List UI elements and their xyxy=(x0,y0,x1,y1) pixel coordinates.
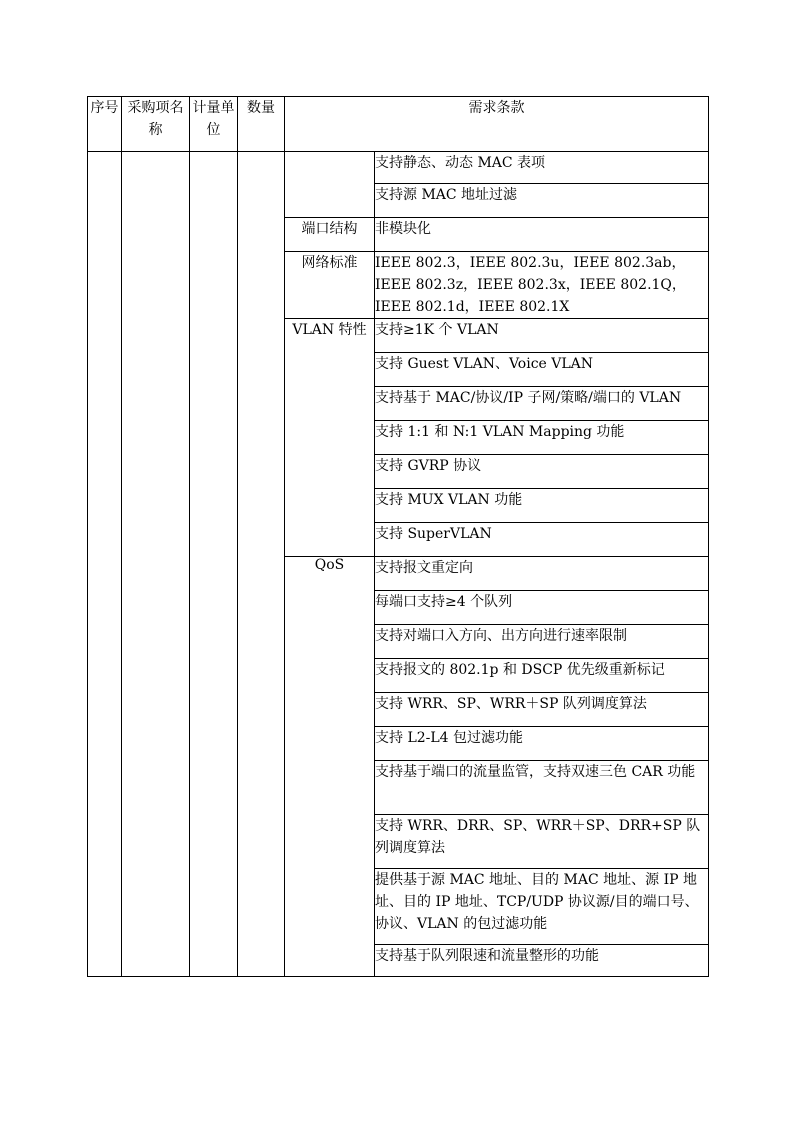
seq-cell xyxy=(88,152,122,977)
requirement-item: 支持报文的 802.1p 和 DSCP 优先级重新标记 xyxy=(375,659,709,693)
requirement-item: 支持 MUX VLAN 功能 xyxy=(375,489,709,523)
category-network-standard: 网络标准 xyxy=(285,252,375,319)
header-item-name: 采购项名称 xyxy=(122,97,190,152)
header-clauses: 需求条款 xyxy=(285,97,709,152)
requirement-item: 支持 WRR、SP、WRR＋SP 队列调度算法 xyxy=(375,693,709,727)
category-port-structure: 端口结构 xyxy=(285,218,375,252)
requirement-item: 提供基于源 MAC 地址、目的 MAC 地址、源 IP 地址、目的 IP 地址、TCP/UDP 协议源/目的端口号、协议、VLAN 的包过滤功能 xyxy=(375,869,709,945)
requirement-item: IEEE 802.3，IEEE 802.3u，IEEE 802.3ab，IEEE 802.3z，IEEE 802.3x，IEEE 802.1Q，IEEE 802.1d，IEEE 802.1X xyxy=(375,252,709,319)
requirement-item: 支持对端口入方向、出方向进行速率限制 xyxy=(375,625,709,659)
requirement-item: 支持≥1K 个 VLAN xyxy=(375,319,709,353)
header-unit: 计量单位 xyxy=(190,97,238,152)
requirement-item: 支持基于 MAC/协议/IP 子网/策略/端口的 VLAN xyxy=(375,387,709,421)
requirement-item: 支持报文重定向 xyxy=(375,557,709,591)
category-mac-cell xyxy=(285,152,375,218)
category-vlan: VLAN 特性 xyxy=(285,319,375,557)
table-row xyxy=(88,152,709,184)
header-quantity: 数量 xyxy=(238,97,285,152)
requirement-item: 支持基于端口的流量监管，支持双速三色 CAR 功能 xyxy=(375,761,709,815)
requirement-item: 每端口支持≥4 个队列 xyxy=(375,591,709,625)
quantity-cell xyxy=(238,152,285,977)
requirement-item: 支持 GVRP 协议 xyxy=(375,455,709,489)
item-name-cell xyxy=(122,152,190,977)
category-qos: QoS xyxy=(285,557,375,977)
requirement-item: 支持源 MAC 地址过滤 xyxy=(375,184,709,218)
requirement-item: 支持 WRR、DRR、SP、WRR＋SP、DRR+SP 队列调度算法 xyxy=(375,815,709,869)
requirement-item: 支持基于队列限速和流量整形的功能 xyxy=(375,945,709,977)
requirement-item: 非模块化 xyxy=(375,218,709,252)
requirement-item: 支持 SuperVLAN xyxy=(375,523,709,557)
requirement-item: 支持 Guest VLAN、Voice VLAN xyxy=(375,353,709,387)
requirement-item: 支持静态、动态 MAC 表项 xyxy=(375,152,709,184)
requirement-item: 支持 L2-L4 包过滤功能 xyxy=(375,727,709,761)
header-seq: 序号 xyxy=(88,97,122,152)
requirement-item: 支持 1:1 和 N:1 VLAN Mapping 功能 xyxy=(375,421,709,455)
header-row xyxy=(88,97,709,152)
unit-cell xyxy=(190,152,238,977)
requirements-table xyxy=(87,96,709,977)
